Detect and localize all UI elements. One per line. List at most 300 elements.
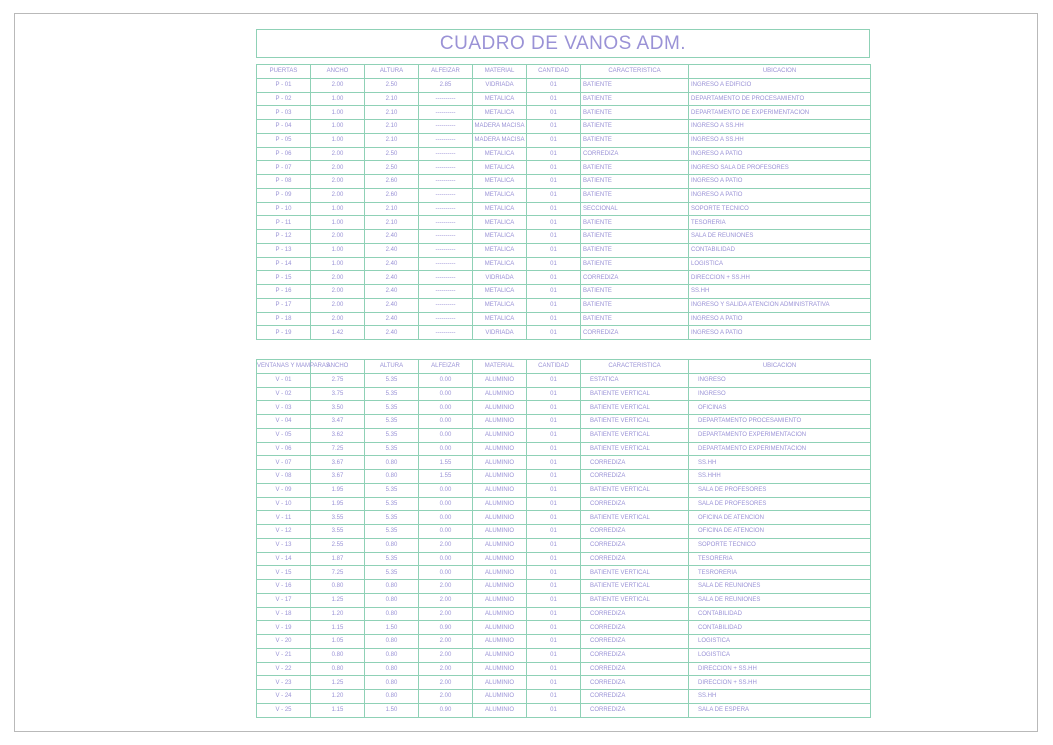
table-cell: BATIENTE VERTICAL <box>581 415 689 429</box>
table-cell: 0.00 <box>419 566 473 580</box>
table-cell: 01 <box>527 580 581 594</box>
table-cell: ALUMINIO <box>473 566 527 580</box>
table-cell: P - 15 <box>257 271 311 285</box>
table-cell: P - 18 <box>257 312 311 326</box>
table-cell: P - 16 <box>257 285 311 299</box>
table-cell: 0.80 <box>365 607 419 621</box>
table-cell: 3.67 <box>311 470 365 484</box>
table-cell: METALICA <box>473 285 527 299</box>
table-cell: 2.40 <box>365 312 419 326</box>
table-cell: 1.20 <box>311 607 365 621</box>
table-cell: 01 <box>527 511 581 525</box>
header-cell: CARACTERISTICA <box>581 65 689 79</box>
table-cell: CORREDIZA <box>581 525 689 539</box>
table-cell: BATIENTE VERTICAL <box>581 580 689 594</box>
table-row <box>257 78 871 92</box>
table-row <box>257 483 871 497</box>
table-cell: 01 <box>527 635 581 649</box>
table-row <box>257 607 871 621</box>
table-cell: 0.80 <box>365 580 419 594</box>
table-cell: 2.40 <box>365 326 419 340</box>
table-cell: 0.00 <box>419 442 473 456</box>
table-cell: 5.35 <box>365 428 419 442</box>
table-cell: 2.00 <box>419 635 473 649</box>
table-cell: CORREDIZA <box>581 621 689 635</box>
table-cell: 3.67 <box>311 456 365 470</box>
table-cell: BATIENTE <box>581 298 689 312</box>
table-row <box>257 497 871 511</box>
table-cell: 01 <box>527 401 581 415</box>
table-cell: BATIENTE <box>581 133 689 147</box>
table-row <box>257 312 871 326</box>
table-cell: ALUMINIO <box>473 387 527 401</box>
table-cell: CORREDIZA <box>581 676 689 690</box>
table-cell: CONTABILIDAD <box>689 621 871 635</box>
table-cell: P - 05 <box>257 133 311 147</box>
table-row <box>257 676 871 690</box>
table-cell: 2.40 <box>365 271 419 285</box>
table-cell: MADERA MACISA <box>473 133 527 147</box>
table-cell: SALA DE REUNIONES <box>689 593 871 607</box>
header-cell: ALFEIZAR <box>419 360 473 374</box>
table-cell: 2.00 <box>419 676 473 690</box>
table-cell: INGRESO <box>689 387 871 401</box>
table-row <box>257 216 871 230</box>
table-cell: DIRECCION + SS.HH <box>689 271 871 285</box>
windows-table-body <box>257 373 871 717</box>
table-cell: 01 <box>527 312 581 326</box>
table-row <box>257 456 871 470</box>
table-cell: ---------- <box>419 216 473 230</box>
table-cell: 2.55 <box>311 538 365 552</box>
table-cell: P - 12 <box>257 230 311 244</box>
table-cell: ---------- <box>419 243 473 257</box>
table-cell: SOPORTE TECNICO <box>689 202 871 216</box>
table-cell: 0.00 <box>419 511 473 525</box>
table-cell: 0.80 <box>365 648 419 662</box>
table-cell: 01 <box>527 483 581 497</box>
table-cell: P - 02 <box>257 92 311 106</box>
table-cell: 2.00 <box>419 648 473 662</box>
table-cell: P - 17 <box>257 298 311 312</box>
table-cell: 1.00 <box>311 106 365 120</box>
table-cell: CORREDIZA <box>581 552 689 566</box>
table-cell: V - 21 <box>257 648 311 662</box>
table-cell: CORREDIZA <box>581 538 689 552</box>
table-cell: 01 <box>527 690 581 704</box>
header-cell: ANCHO <box>311 360 365 374</box>
table-cell: ---------- <box>419 175 473 189</box>
table-cell: BATIENTE <box>581 230 689 244</box>
table-cell: 0.80 <box>365 676 419 690</box>
table-cell: 2.40 <box>365 285 419 299</box>
table-cell: 7.25 <box>311 442 365 456</box>
table-cell: METALICA <box>473 147 527 161</box>
table-cell: 01 <box>527 92 581 106</box>
table-cell: BATIENTE <box>581 175 689 189</box>
table-cell: 01 <box>527 133 581 147</box>
table-row <box>257 621 871 635</box>
table-cell: INGRESO Y SALIDA ATENCION ADMINISTRATIVA <box>689 298 871 312</box>
table-cell: 5.35 <box>365 552 419 566</box>
table-cell: ALUMINIO <box>473 442 527 456</box>
table-cell: 2.50 <box>365 161 419 175</box>
table-cell: 2.10 <box>365 92 419 106</box>
table-cell: 01 <box>527 662 581 676</box>
table-cell: 2.00 <box>419 593 473 607</box>
table-cell: 1.00 <box>311 243 365 257</box>
table-cell: 0.00 <box>419 387 473 401</box>
table-cell: 2.00 <box>311 175 365 189</box>
table-cell: V - 24 <box>257 690 311 704</box>
table-cell: P - 19 <box>257 326 311 340</box>
table-row <box>257 415 871 429</box>
table-cell: V - 14 <box>257 552 311 566</box>
table-cell: BATIENTE VERTICAL <box>581 401 689 415</box>
table-row <box>257 580 871 594</box>
table-cell: 01 <box>527 106 581 120</box>
table-header-row <box>257 65 871 79</box>
header-cell: CANTIDAD <box>527 360 581 374</box>
table-row <box>257 175 871 189</box>
header-cell: PUERTAS <box>257 65 311 79</box>
table-cell: 5.35 <box>365 497 419 511</box>
table-cell: 2.50 <box>365 147 419 161</box>
table-cell: SALA DE REUNIONES <box>689 230 871 244</box>
table-cell: 2.00 <box>419 690 473 704</box>
header-cell: MATERIAL <box>473 360 527 374</box>
table-cell: 01 <box>527 78 581 92</box>
table-cell: LOGISTICA <box>689 257 871 271</box>
table-cell: ALUMINIO <box>473 511 527 525</box>
table-cell: 2.00 <box>311 298 365 312</box>
table-cell: METALICA <box>473 188 527 202</box>
table-cell: 0.90 <box>419 621 473 635</box>
table-cell: VIDRIADA <box>473 271 527 285</box>
table-cell: 2.40 <box>365 230 419 244</box>
table-cell: 1.15 <box>311 703 365 717</box>
table-cell: 0.00 <box>419 497 473 511</box>
table-cell: 5.35 <box>365 442 419 456</box>
table-cell: ALUMINIO <box>473 470 527 484</box>
table-cell: ALUMINIO <box>473 401 527 415</box>
table-cell: 2.00 <box>419 580 473 594</box>
table-cell: BATIENTE <box>581 92 689 106</box>
table-cell: 01 <box>527 525 581 539</box>
table-cell: ALUMINIO <box>473 428 527 442</box>
table-cell: BATIENTE VERTICAL <box>581 593 689 607</box>
table-row <box>257 442 871 456</box>
table-cell: ALUMINIO <box>473 373 527 387</box>
table-cell: 1.55 <box>419 456 473 470</box>
table-cell: V - 06 <box>257 442 311 456</box>
table-cell: 01 <box>527 607 581 621</box>
table-cell: DIRECCION + SS.HH <box>689 662 871 676</box>
table-cell: 0.00 <box>419 552 473 566</box>
table-cell: V - 20 <box>257 635 311 649</box>
table-cell: CONTABILIDAD <box>689 607 871 621</box>
table-cell: 5.35 <box>365 401 419 415</box>
table-cell: 01 <box>527 648 581 662</box>
table-cell: 2.60 <box>365 175 419 189</box>
table-cell: 0.00 <box>419 373 473 387</box>
header-cell: CANTIDAD <box>527 65 581 79</box>
table-cell: BATIENTE <box>581 312 689 326</box>
table-row <box>257 387 871 401</box>
table-cell: 01 <box>527 387 581 401</box>
table-cell: BATIENTE <box>581 188 689 202</box>
table-cell: ALUMINIO <box>473 676 527 690</box>
table-cell: 2.40 <box>365 243 419 257</box>
table-cell: 1.42 <box>311 326 365 340</box>
table-cell: CORREDIZA <box>581 456 689 470</box>
table-cell: 0.80 <box>365 690 419 704</box>
table-cell: TESORERIA <box>689 216 871 230</box>
table-cell: P - 11 <box>257 216 311 230</box>
table-row <box>257 552 871 566</box>
table-cell: V - 25 <box>257 703 311 717</box>
table-cell: ALUMINIO <box>473 648 527 662</box>
table-cell: CORREDIZA <box>581 470 689 484</box>
table-cell: 01 <box>527 175 581 189</box>
table-cell: ---------- <box>419 188 473 202</box>
table-cell: CORREDIZA <box>581 635 689 649</box>
table-cell: V - 19 <box>257 621 311 635</box>
table-cell: 1.00 <box>311 202 365 216</box>
table-cell: ---------- <box>419 202 473 216</box>
doors-schedule-table <box>256 64 871 340</box>
table-cell: METALICA <box>473 216 527 230</box>
windows-schedule-table <box>256 359 871 718</box>
table-cell: SALA DE PROFESORES <box>689 483 871 497</box>
table-cell: V - 10 <box>257 497 311 511</box>
table-cell: 2.00 <box>311 147 365 161</box>
table-cell: BATIENTE VERTICAL <box>581 511 689 525</box>
table-cell: 5.35 <box>365 387 419 401</box>
table-cell: V - 08 <box>257 470 311 484</box>
table-cell: ---------- <box>419 271 473 285</box>
table-cell: 0.80 <box>365 538 419 552</box>
table-cell: 01 <box>527 271 581 285</box>
table-cell: 3.62 <box>311 428 365 442</box>
table-cell: 1.25 <box>311 593 365 607</box>
table-row <box>257 147 871 161</box>
table-cell: BATIENTE <box>581 216 689 230</box>
table-cell: INGRESO A SS.HH <box>689 120 871 134</box>
table-cell: METALICA <box>473 243 527 257</box>
table-cell: 2.60 <box>365 188 419 202</box>
table-row <box>257 373 871 387</box>
table-cell: CORREDIZA <box>581 607 689 621</box>
table-cell: DEPARTAMENTO EXPERIMENTACION <box>689 428 871 442</box>
doors-table-body <box>257 78 871 339</box>
table-cell: 2.40 <box>365 257 419 271</box>
table-row <box>257 511 871 525</box>
table-cell: 1.25 <box>311 676 365 690</box>
table-cell: ESTATICA <box>581 373 689 387</box>
table-cell: 01 <box>527 202 581 216</box>
table-cell: TESORERIA <box>689 552 871 566</box>
table-cell: METALICA <box>473 175 527 189</box>
table-cell: 2.00 <box>311 78 365 92</box>
table-cell: ---------- <box>419 133 473 147</box>
table-row <box>257 690 871 704</box>
table-cell: 2.00 <box>311 312 365 326</box>
table-row <box>257 257 871 271</box>
table-cell: 01 <box>527 326 581 340</box>
table-cell: METALICA <box>473 312 527 326</box>
table-row <box>257 525 871 539</box>
table-cell: 01 <box>527 230 581 244</box>
table-row <box>257 401 871 415</box>
table-cell: V - 16 <box>257 580 311 594</box>
table-cell: SS.HH <box>689 456 871 470</box>
table-cell: INGRESO SALA DE PROFESORES <box>689 161 871 175</box>
table-cell: 1.00 <box>311 120 365 134</box>
table-cell: P - 13 <box>257 243 311 257</box>
table-row <box>257 538 871 552</box>
table-cell: 01 <box>527 497 581 511</box>
table-cell: SALA DE PROFESORES <box>689 497 871 511</box>
table-cell: CORREDIZA <box>581 703 689 717</box>
table-cell: 7.25 <box>311 566 365 580</box>
table-row <box>257 428 871 442</box>
table-cell: ---------- <box>419 285 473 299</box>
table-cell: OFICINAS <box>689 401 871 415</box>
table-cell: ALUMINIO <box>473 483 527 497</box>
table-row <box>257 120 871 134</box>
header-cell: UBICACION <box>689 360 871 374</box>
table-cell: 1.00 <box>311 216 365 230</box>
table-cell: 01 <box>527 373 581 387</box>
page-title: CUADRO DE VANOS ADM. <box>439 32 687 54</box>
table-cell: V - 12 <box>257 525 311 539</box>
table-cell: 5.35 <box>365 511 419 525</box>
table-cell: ALUMINIO <box>473 593 527 607</box>
table-cell: BATIENTE VERTICAL <box>581 387 689 401</box>
table-cell: ALUMINIO <box>473 621 527 635</box>
table-row <box>257 566 871 580</box>
table-cell: BATIENTE VERTICAL <box>581 566 689 580</box>
table-cell: P - 03 <box>257 106 311 120</box>
table-row <box>257 635 871 649</box>
table-cell: CORREDIZA <box>581 648 689 662</box>
table-cell: 01 <box>527 552 581 566</box>
table-cell: 2.10 <box>365 202 419 216</box>
header-cell: VENTANAS Y MAMPARAS <box>257 360 311 374</box>
table-cell: ALUMINIO <box>473 690 527 704</box>
table-cell: CORREDIZA <box>581 690 689 704</box>
table-cell: V - 15 <box>257 566 311 580</box>
table-cell: INGRESO A PATIO <box>689 147 871 161</box>
table-cell: 0.80 <box>365 470 419 484</box>
table-cell: ALUMINIO <box>473 703 527 717</box>
table-cell: 0.00 <box>419 483 473 497</box>
table-row <box>257 202 871 216</box>
table-cell: ---------- <box>419 257 473 271</box>
title-box <box>256 29 870 58</box>
table-cell: CORREDIZA <box>581 147 689 161</box>
table-cell: 5.35 <box>365 525 419 539</box>
table-cell: CORREDIZA <box>581 497 689 511</box>
table-cell: ---------- <box>419 326 473 340</box>
table-cell: BATIENTE VERTICAL <box>581 483 689 497</box>
table-cell: BATIENTE <box>581 106 689 120</box>
table-row <box>257 470 871 484</box>
table-cell: BATIENTE <box>581 243 689 257</box>
table-cell: 0.90 <box>419 703 473 717</box>
table-cell: P - 06 <box>257 147 311 161</box>
table-cell: METALICA <box>473 106 527 120</box>
table-cell: 0.80 <box>365 456 419 470</box>
table-cell: P - 04 <box>257 120 311 134</box>
table-cell: METALICA <box>473 92 527 106</box>
header-cell: UBICACION <box>689 65 871 79</box>
table-cell: BATIENTE <box>581 78 689 92</box>
table-cell: 1.50 <box>365 703 419 717</box>
table-cell: P - 08 <box>257 175 311 189</box>
table-row <box>257 662 871 676</box>
table-cell: 0.00 <box>419 428 473 442</box>
table-cell: ---------- <box>419 161 473 175</box>
table-row <box>257 271 871 285</box>
table-row <box>257 133 871 147</box>
table-cell: ALUMINIO <box>473 552 527 566</box>
table-cell: 01 <box>527 147 581 161</box>
table-cell: DEPARTAMENTO DE EXPERIMENTACION <box>689 106 871 120</box>
table-cell: INGRESO A EDIFICIO <box>689 78 871 92</box>
header-cell: CARACTERISTICA <box>581 360 689 374</box>
table-cell: 2.00 <box>311 230 365 244</box>
table-cell: SALA DE REUNIONES <box>689 580 871 594</box>
table-row <box>257 106 871 120</box>
table-cell: INGRESO A SS.HH <box>689 133 871 147</box>
table-cell: 1.50 <box>365 621 419 635</box>
table-cell: 1.05 <box>311 635 365 649</box>
table-cell: BATIENTE VERTICAL <box>581 442 689 456</box>
table-cell: 01 <box>527 538 581 552</box>
table-row <box>257 703 871 717</box>
table-cell: ALUMINIO <box>473 525 527 539</box>
table-cell: 01 <box>527 621 581 635</box>
table-cell: SALA DE ESPERA <box>689 703 871 717</box>
table-cell: ALUMINIO <box>473 580 527 594</box>
header-cell: ALFEIZAR <box>419 65 473 79</box>
table-cell: 01 <box>527 257 581 271</box>
table-cell: METALICA <box>473 202 527 216</box>
table-cell: VIDRIADA <box>473 326 527 340</box>
table-cell: 01 <box>527 593 581 607</box>
header-cell: ANCHO <box>311 65 365 79</box>
table-cell: 0.80 <box>311 648 365 662</box>
table-cell: 1.20 <box>311 690 365 704</box>
table-cell: 0.00 <box>419 525 473 539</box>
table-cell: ALUMINIO <box>473 635 527 649</box>
table-cell: 0.80 <box>311 580 365 594</box>
table-cell: 1.95 <box>311 497 365 511</box>
table-cell: BATIENTE <box>581 285 689 299</box>
header-cell: MATERIAL <box>473 65 527 79</box>
table-cell: V - 23 <box>257 676 311 690</box>
table-row <box>257 648 871 662</box>
table-cell: 01 <box>527 428 581 442</box>
table-cell: TESRORERIA <box>689 566 871 580</box>
table-cell: SOPORTE TECNICO <box>689 538 871 552</box>
table-cell: ALUMINIO <box>473 456 527 470</box>
table-cell: 0.80 <box>365 593 419 607</box>
table-cell: METALICA <box>473 257 527 271</box>
table-cell: SS.HH <box>689 690 871 704</box>
